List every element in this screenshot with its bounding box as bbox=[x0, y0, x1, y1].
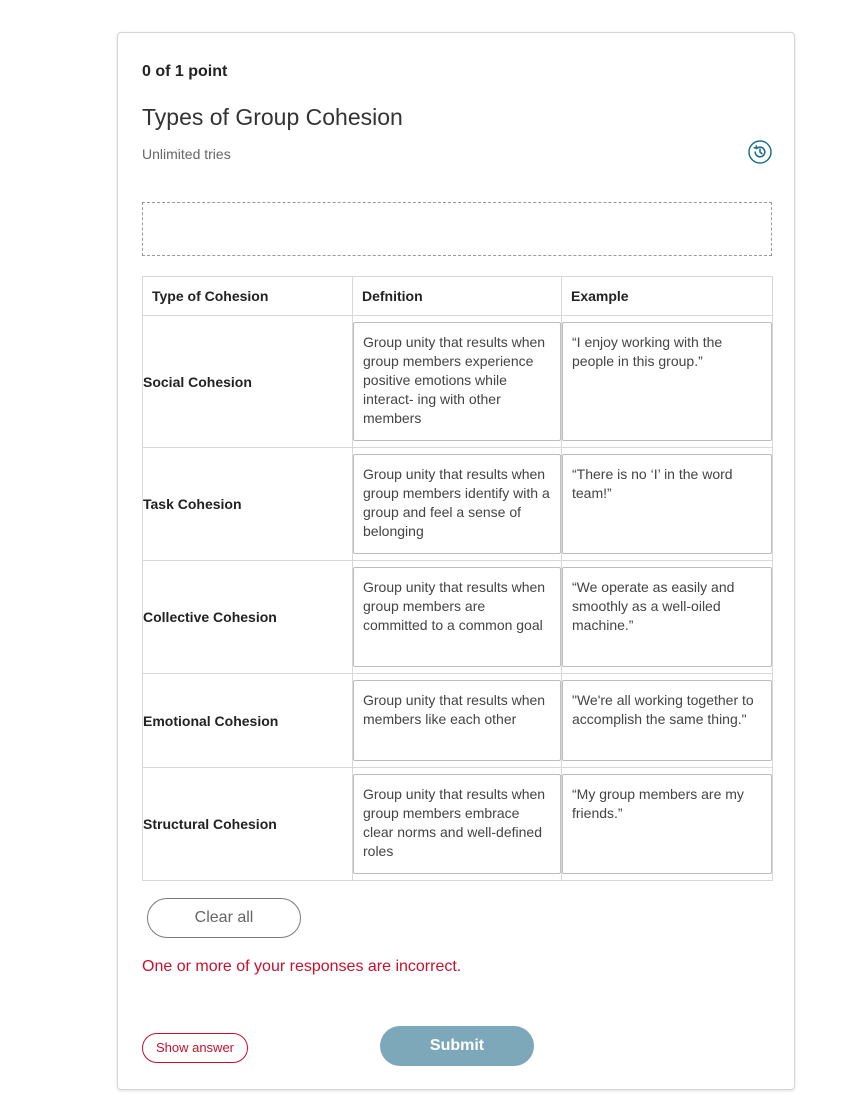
example-cell bbox=[562, 448, 773, 561]
example-cell bbox=[562, 316, 773, 448]
cohesion-table bbox=[142, 276, 773, 881]
question-title: Types of Group Cohesion bbox=[142, 104, 403, 130]
definition-cell bbox=[353, 316, 562, 448]
answer-drop-zone[interactable] bbox=[142, 202, 772, 256]
row-type-label: Task Cohesion bbox=[143, 448, 353, 561]
feedback-message: One or more of your responses are incorrect. bbox=[142, 958, 462, 975]
table-row bbox=[143, 448, 773, 561]
show-answer-button[interactable]: Show answer bbox=[142, 1033, 248, 1063]
definition-cell bbox=[353, 561, 562, 674]
definition-cell bbox=[353, 674, 562, 768]
history-button[interactable] bbox=[748, 140, 772, 164]
table-row bbox=[143, 561, 773, 674]
definition-cell bbox=[353, 448, 562, 561]
example-answer-box[interactable]: “We operate as easily and smoothly as a well-oiled machine.” bbox=[562, 567, 772, 667]
table-row bbox=[143, 768, 773, 881]
points-label: 0 of 1 point bbox=[142, 63, 228, 80]
example-cell bbox=[562, 674, 773, 768]
column-header-type: Type of Cohesion bbox=[143, 277, 353, 316]
history-icon bbox=[748, 140, 772, 164]
table-header-row bbox=[143, 277, 773, 316]
example-cell bbox=[562, 561, 773, 674]
definition-answer-box[interactable]: Group unity that results when group members are committed to a common goal bbox=[353, 567, 561, 667]
table-row bbox=[143, 674, 773, 768]
definition-answer-box[interactable]: Group unity that results when group members embrace clear norms and well-defined roles bbox=[353, 774, 561, 874]
row-type-label: Structural Cohesion bbox=[143, 768, 353, 881]
row-type-label: Social Cohesion bbox=[143, 316, 353, 448]
example-answer-box[interactable]: “I enjoy working with the people in this group.” bbox=[562, 322, 772, 441]
tries-label: Unlimited tries bbox=[142, 146, 231, 162]
example-answer-box[interactable]: “My group members are my friends.” bbox=[562, 774, 772, 874]
table-row bbox=[143, 316, 773, 448]
definition-answer-box[interactable]: Group unity that results when group members experience positive emotions while interact- ing with other members bbox=[353, 322, 561, 441]
example-answer-box[interactable]: “There is no ‘I’ in the word team!” bbox=[562, 454, 772, 554]
column-header-definition: Defnition bbox=[353, 277, 562, 316]
definition-cell bbox=[353, 768, 562, 881]
column-header-example: Example bbox=[562, 277, 773, 316]
example-cell bbox=[562, 768, 773, 881]
row-type-label: Collective Cohesion bbox=[143, 561, 353, 674]
clear-all-button[interactable]: Clear all bbox=[147, 898, 301, 938]
question-card bbox=[117, 32, 795, 1090]
submit-button[interactable]: Submit bbox=[380, 1026, 534, 1066]
definition-answer-box[interactable]: Group unity that results when group members identify with a group and feel a sense of belonging bbox=[353, 454, 561, 554]
row-type-label: Emotional Cohesion bbox=[143, 674, 353, 768]
example-answer-box[interactable]: "We're all working together to accomplish the same thing." bbox=[562, 680, 772, 761]
definition-answer-box[interactable]: Group unity that results when members like each other bbox=[353, 680, 561, 761]
